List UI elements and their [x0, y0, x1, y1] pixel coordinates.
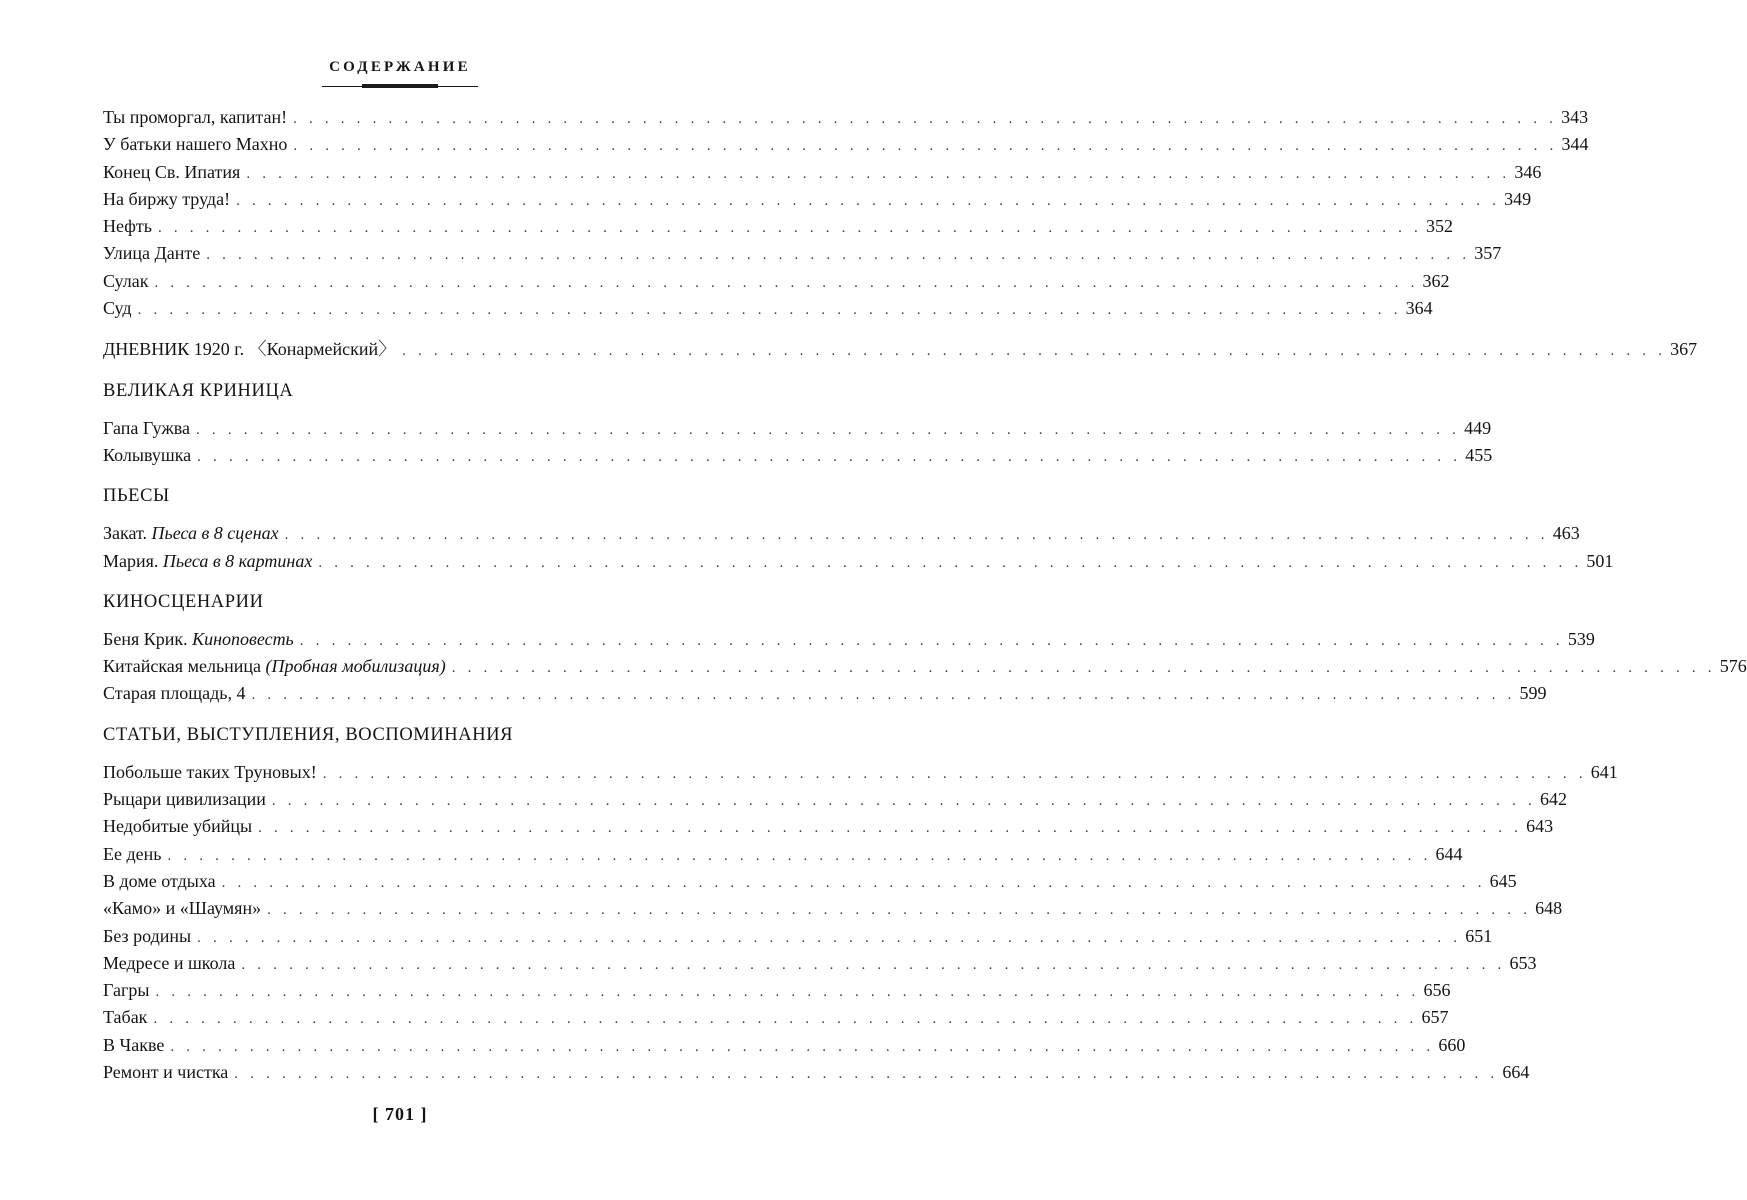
toc-entry-title-text: Ремонт и чистка [103, 1062, 229, 1083]
toc-entry-page: 344 [1561, 134, 1589, 155]
toc-entry-page: 644 [1435, 843, 1463, 864]
toc-entry-page: 664 [1502, 1062, 1530, 1083]
toc-entry-page: 642 [1539, 789, 1567, 810]
dot-leader: . . . . . . . . . . . . . . . . . . . . . . . . . . . . . . . . . . . . . . . . . . . . . . . . . . . . . . . . . . . . . . . . . . . . . . . . . . . . . . . . [318, 554, 1583, 571]
toc-entry-page: 449 [1464, 417, 1492, 438]
dot-leader: . . . . . . . . . . . . . . . . . . . . . . . . . . . . . . . . . . . . . . . . . . . . . . . . . . . . . . . . . . . . . . . . . . . . . . . . . . . . . . . . [246, 165, 1511, 182]
toc-entry-diary [103, 336, 1698, 363]
toc-entry [103, 759, 1618, 786]
toc-group-piesy [103, 520, 1614, 575]
dot-leader: . . . . . . . . . . . . . . . . . . . . . . . . . . . . . . . . . . . . . . . . . . . . . . . . . . . . . . . . . . . . . . . . . . . . . . . . . . . . . . . . [251, 687, 1516, 704]
toc-entry-page: 599 [1519, 683, 1547, 704]
toc-entry-title [103, 442, 191, 469]
toc-entry-title-text: Сулак [103, 270, 149, 291]
dot-leader: . . . . . . . . . . . . . . . . . . . . . . . . . . . . . . . . . . . . . . . . . . . . . . . . . . . . . . . . . . . . . . . . . . . . . . . . . . . . . . . . [153, 1011, 1418, 1028]
toc-entry-title [103, 759, 317, 786]
toc-entry-title-text: Рыцари цивилизации [103, 789, 266, 810]
toc-group-velikaya [103, 415, 1493, 470]
toc-entry-title-text: На биржу труда! [103, 188, 231, 209]
toc-entry-title-text: Закат. [103, 523, 148, 544]
toc-entry-page: 455 [1465, 444, 1493, 465]
toc-entry-page: 641 [1590, 761, 1618, 782]
toc-entry-page: 648 [1535, 898, 1563, 919]
toc-entry-title-text: Конец Св. Ипатия [103, 161, 241, 182]
spacer [103, 708, 693, 722]
header-title: СОДЕРЖАНИЕ [329, 59, 471, 75]
toc-entry [103, 186, 1532, 213]
spacer [103, 749, 693, 759]
toc-entry [103, 786, 1567, 813]
toc-entry-page: 653 [1509, 952, 1537, 973]
toc-entry-title-text: В Чакве [103, 1034, 165, 1055]
toc-entry-title [103, 977, 149, 1004]
toc-entry-title-text: В доме отдыха [103, 870, 216, 891]
dot-leader: . . . . . . . . . . . . . . . . . . . . . . . . . . . . . . . . . . . . . . . . . . . . . . . . . . . . . . . . . . . . . . . . . . . . . . . . . . . . . . . . [293, 111, 1558, 127]
dot-leader: . . . . . . . . . . . . . . . . . . . . . . . . . . . . . . . . . . . . . . . . . . . . . . . . . . . . . . . . . . . . . . . . . . . . . . . . . . . . . . . . [267, 902, 1532, 919]
toc-entry-page: 367 [1670, 339, 1698, 360]
toc-entry-title [103, 295, 132, 322]
toc-entry-title-text: Старая площадь, 4 [103, 683, 246, 704]
toc-entry [103, 213, 1454, 240]
running-header [0, 58, 800, 76]
spacer [103, 469, 693, 483]
toc-entry-page: 576 [1719, 656, 1747, 677]
toc-entry-title-text: «Камо» и «Шаумян» [103, 898, 262, 919]
toc-entry-title [103, 548, 312, 575]
toc-entry-page: 346 [1514, 161, 1542, 182]
dot-leader: . . . . . . . . . . . . . . . . . . . . . . . . . . . . . . . . . . . . . . . . . . . . . . . . . . . . . . . . . . . . . . . . . . . . . . . . . . . . . . . . [196, 421, 1461, 438]
section-heading-velikaya: ВЕЛИКАЯ КРИНИЦА [103, 380, 294, 401]
toc-entry-title [103, 186, 230, 213]
toc-entry-subtitle: Киноповесть [192, 628, 294, 649]
toc-entry-title: ДНЕВНИК 1920 г. 〈Конармейский〉 [103, 339, 397, 360]
toc-entry [103, 680, 1547, 707]
dot-leader: . . . . . . . . . . . . . . . . . . . . . . . . . . . . . . . . . . . . . . . . . . . . . . . . . . . . . . . . . . . . . . . . . . . . . . . . . . . . . . . . [402, 343, 1667, 360]
spacer [103, 322, 693, 336]
toc-entry [103, 950, 1537, 977]
toc-entry [103, 159, 1542, 186]
spacer [103, 510, 693, 520]
toc-entry [103, 895, 1563, 922]
spacer [103, 364, 693, 378]
dot-leader: . . . . . . . . . . . . . . . . . . . . . . . . . . . . . . . . . . . . . . . . . . . . . . . . . . . . . . . . . . . . . . . . . . . . . . . . . . . . . . . . [241, 956, 1506, 973]
toc-entry [103, 415, 1492, 442]
toc-entry [103, 295, 1433, 322]
toc-entry [103, 520, 1580, 547]
toc-entry [103, 977, 1451, 1004]
header-rule-bold [362, 84, 438, 88]
spacer [103, 405, 693, 415]
toc-entry-page: 651 [1465, 925, 1493, 946]
toc-entry-title [103, 950, 235, 977]
dot-leader: . . . . . . . . . . . . . . . . . . . . . . . . . . . . . . . . . . . . . . . . . . . . . . . . . . . . . . . . . . . . . . . . . . . . . . . . . . . . . . . . [322, 765, 1587, 782]
toc-entry-title [103, 626, 294, 653]
dot-leader: . . . . . . . . . . . . . . . . . . . . . . . . . . . . . . . . . . . . . . . . . . . . . . . . . . . . . . . . . . . . . . . . . . . . . . . . . . . . . . . . [293, 138, 1558, 155]
toc-entry-page: 352 [1426, 216, 1454, 237]
toc-entry-page: 501 [1586, 550, 1614, 571]
toc-entry [103, 1032, 1466, 1059]
toc-entry-page: 349 [1504, 188, 1532, 209]
toc-entry-title-text: У батьки нашего Махно [103, 134, 288, 155]
section-heading-kino: КИНОСЦЕНАРИИ [103, 591, 264, 612]
dot-leader: . . . . . . . . . . . . . . . . . . . . . . . . . . . . . . . . . . . . . . . . . . . . . . . . . . . . . . . . . . . . . . . . . . . . . . . . . . . . . . . . [157, 220, 1423, 237]
toc-entry-title-text: Недобитые убийцы [103, 816, 253, 837]
toc-entry-page: 357 [1474, 243, 1502, 264]
toc-entry-page: 660 [1438, 1034, 1466, 1055]
dot-leader: . . . . . . . . . . . . . . . . . . . . . . . . . . . . . . . . . . . . . . . . . . . . . . . . . . . . . . . . . . . . . . . . . . . . . . . . . . . . . . . . [258, 820, 1523, 837]
toc-entry [103, 442, 1493, 469]
dot-leader: . . . . . . . . . . . . . . . . . . . . . . . . . . . . . . . . . . . . . . . . . . . . . . . . . . . . . . . . . . . . . . . . . . . . . . . . . . . . . . . . [284, 527, 1549, 544]
toc-entry-title [103, 786, 266, 813]
toc-entry-title-text: Суд [103, 298, 132, 319]
toc-entry-title-text: Ее день [103, 843, 162, 864]
dot-leader: . . . . . . . . . . . . . . . . . . . . . . . . . . . . . . . . . . . . . . . . . . . . . . . . . . . . . . . . . . . . . . . . . . . . . . . . . . . . . . . . [167, 847, 1432, 864]
toc-entry-title [103, 268, 148, 295]
dot-leader: . . . . . . . . . . . . . . . . . . . . . . . . . . . . . . . . . . . . . . . . . . . . . . . . . . . . . . . . . . . . . . . . . . . . . . . . . . . . . . . . [197, 448, 1462, 465]
toc-entry-title-text: Побольше таких Труновых! [103, 761, 317, 782]
toc-entry-title [103, 415, 190, 442]
toc-entry [103, 1004, 1449, 1031]
toc-entry [103, 813, 1554, 840]
toc-entry-title [103, 520, 279, 547]
toc-entry-title-text: Мария. [103, 550, 159, 571]
toc-entry-page: 539 [1567, 628, 1595, 649]
toc-entry-page: 343 [1561, 107, 1589, 127]
toc-entry-title [103, 213, 152, 240]
spacer [103, 616, 693, 626]
toc-entry-page: 364 [1405, 298, 1433, 319]
toc-entry-title [103, 104, 287, 131]
toc-entry [103, 548, 1614, 575]
table-of-contents [103, 104, 1747, 1086]
toc-entry-title [103, 895, 261, 922]
toc-entry-page: 362 [1422, 270, 1450, 291]
toc-entry-title [103, 653, 446, 680]
toc-entry [103, 131, 1589, 158]
dot-leader: . . . . . . . . . . . . . . . . . . . . . . . . . . . . . . . . . . . . . . . . . . . . . . . . . . . . . . . . . . . . . . . . . . . . . . . . . . . . . . . . [299, 632, 1564, 649]
toc-entry-title-text: Ты проморгал, капитан! [103, 107, 288, 127]
toc-entry-page: 463 [1552, 523, 1580, 544]
toc-entry-title-text: Гагры [103, 980, 150, 1001]
dot-leader: . . . . . . . . . . . . . . . . . . . . . . . . . . . . . . . . . . . . . . . . . . . . . . . . . . . . . . . . . . . . . . . . . . . . . . . . . . . . . . . . [137, 302, 1402, 319]
toc-entry-title [103, 1032, 164, 1059]
dot-leader: . . . . . . . . . . . . . . . . . . . . . . . . . . . . . . . . . . . . . . . . . . . . . . . . . . . . . . . . . . . . . . . . . . . . . . . . . . . . . . . . [221, 874, 1486, 891]
spacer [103, 575, 693, 589]
toc-entry-page: 656 [1423, 980, 1451, 1001]
toc-entry-title [103, 131, 287, 158]
toc-entry [103, 268, 1450, 295]
dot-leader: . . . . . . . . . . . . . . . . . . . . . . . . . . . . . . . . . . . . . . . . . . . . . . . . . . . . . . . . . . . . . . . . . . . . . . . . . . . . . . . . [271, 793, 1536, 810]
page-number: [ 701 ] [372, 1104, 428, 1124]
dot-leader: . . . . . . . . . . . . . . . . . . . . . . . . . . . . . . . . . . . . . . . . . . . . . . . . . . . . . . . . . . . . . . . . . . . . . . . . . . . . . . . . [206, 247, 1471, 264]
dot-leader: . . . . . . . . . . . . . . . . . . . . . . . . . . . . . . . . . . . . . . . . . . . . . . . . . . . . . . . . . . . . . . . . . . . . . . . . . . . . . . . . [236, 192, 1501, 209]
section-heading-piesy: ПЬЕСЫ [103, 486, 170, 507]
toc-entry-title-text: Беня Крик. [103, 628, 188, 649]
toc-entry-page: 645 [1489, 870, 1517, 891]
toc-entry-title-text: Без родины [103, 925, 192, 946]
toc-entry-title-text: Китайская мельница [103, 656, 262, 677]
section-heading-stati: СТАТЬИ, ВЫСТУПЛЕНИЯ, ВОСПОМИНАНИЯ [103, 724, 514, 745]
dot-leader: . . . . . . . . . . . . . . . . . . . . . . . . . . . . . . . . . . . . . . . . . . . . . . . . . . . . . . . . . . . . . . . . . . . . . . . . . . . . . . . . [155, 984, 1420, 1001]
toc-entry-title-text: Нефть [103, 216, 152, 237]
toc-entry [103, 868, 1517, 895]
toc-entry-title [103, 868, 216, 895]
toc-entry [103, 1059, 1530, 1086]
toc-entry-title-text: Гапа Гужва [103, 417, 191, 438]
dot-leader: . . . . . . . . . . . . . . . . . . . . . . . . . . . . . . . . . . . . . . . . . . . . . . . . . . . . . . . . . . . . . . . . . . . . . . . . . . . . . . . . [154, 274, 1419, 291]
toc-entry-title-text: Табак [103, 1007, 148, 1028]
toc-entry-title [103, 240, 200, 267]
toc-entry-title [103, 1059, 228, 1086]
toc-entry-title [103, 159, 240, 186]
toc-entry-title [103, 680, 245, 707]
toc-entry-title [103, 841, 161, 868]
toc-entry-subtitle: Пьеса в 8 сценах [151, 523, 279, 544]
toc-entry-title-text: Медресе и школа [103, 952, 236, 973]
toc-entry-subtitle: Пьеса в 8 картинах [162, 550, 313, 571]
toc-entry-page: 643 [1526, 816, 1554, 837]
dot-leader: . . . . . . . . . . . . . . . . . . . . . . . . . . . . . . . . . . . . . . . . . . . . . . . . . . . . . . . . . . . . . . . . . . . . . . . . . . . . . . . . [170, 1038, 1435, 1055]
toc-entry [103, 653, 1747, 680]
toc-entry [103, 104, 1589, 131]
toc-entry [103, 240, 1502, 267]
toc-entry [103, 923, 1493, 950]
toc-entry [103, 841, 1463, 868]
toc-entry-title [103, 813, 252, 840]
toc-entry-page: 657 [1421, 1007, 1449, 1028]
toc-group-stati [103, 759, 1618, 1087]
toc-entry-title [103, 923, 191, 950]
toc-entry-title [103, 1004, 147, 1031]
dot-leader: . . . . . . . . . . . . . . . . . . . . . . . . . . . . . . . . . . . . . . . . . . . . . . . . . . . . . . . . . . . . . . . . . . . . . . . . . . . . . . . . [234, 1066, 1499, 1083]
dot-leader: . . . . . . . . . . . . . . . . . . . . . . . . . . . . . . . . . . . . . . . . . . . . . . . . . . . . . . . . . . . . . . . . . . . . . . . . . . . . . . . . [451, 660, 1716, 677]
toc-group-kino [103, 626, 1747, 708]
dot-leader: . . . . . . . . . . . . . . . . . . . . . . . . . . . . . . . . . . . . . . . . . . . . . . . . . . . . . . . . . . . . . . . . . . . . . . . . . . . . . . . . [197, 929, 1462, 946]
toc-entry [103, 626, 1595, 653]
toc-group-stories [103, 104, 1589, 322]
toc-entry-title-text: Колывушка [103, 444, 192, 465]
toc-entry-subtitle: (Пробная мобилизация) [265, 656, 446, 677]
toc-entry-title-text: Улица Данте [103, 243, 201, 264]
